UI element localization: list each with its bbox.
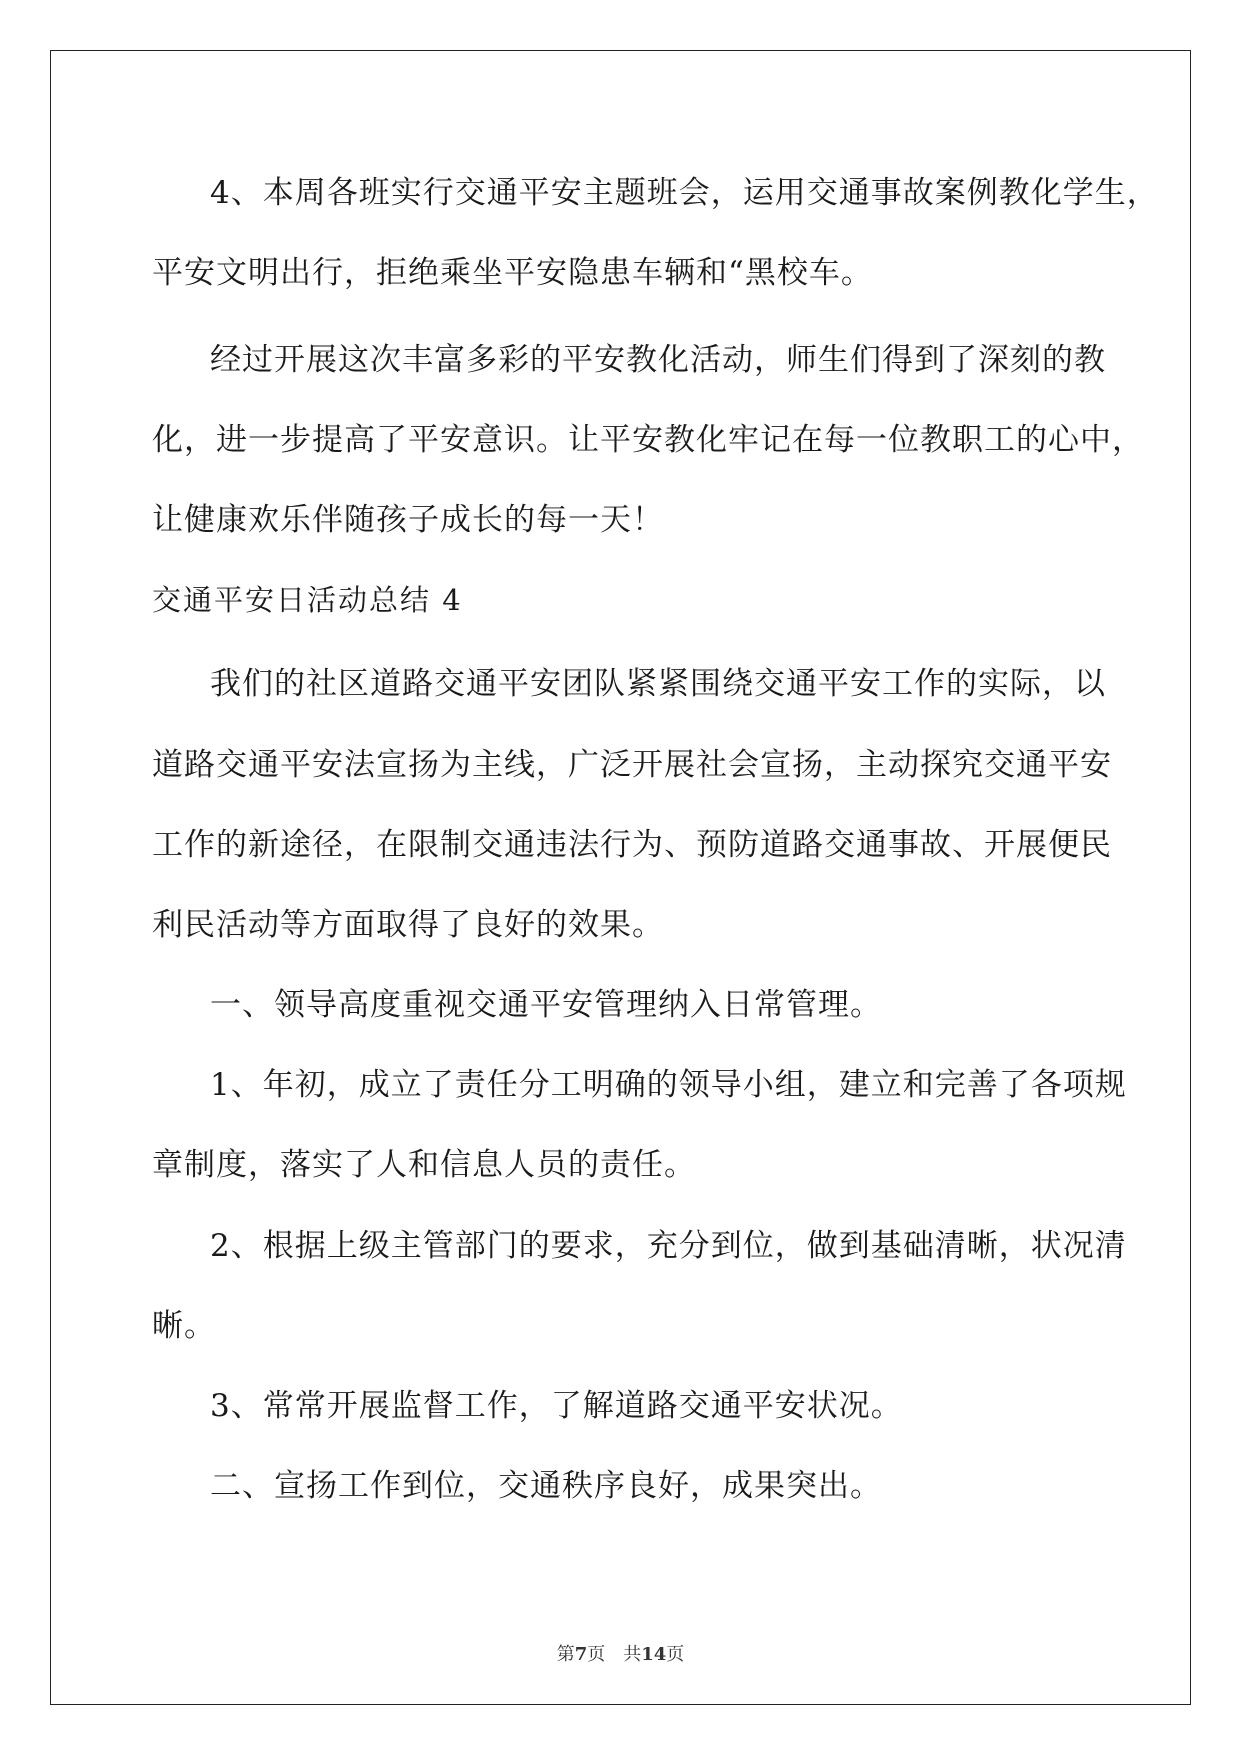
paragraph-line: 经过开展这次丰富多彩的平安教化活动，师生们得到了深刻的教 bbox=[210, 342, 1106, 378]
paragraph-line: 道路交通平安法宣扬为主线，广泛开展社会宣扬，主动探究交通平安 bbox=[152, 747, 1112, 783]
total-prefix: 共 bbox=[623, 1644, 642, 1665]
list-heading: 二、宣扬工作到位，交通秩序良好，成果突出。 bbox=[210, 1468, 882, 1504]
page-prefix: 第 bbox=[556, 1644, 575, 1665]
list-item-continuation: 章制度，落实了人和信息人员的责任。 bbox=[152, 1147, 696, 1183]
paragraph-line: 平安文明出行，拒绝乘坐平安隐患车辆和“黑校车。 bbox=[152, 255, 873, 291]
paragraph-line: 让健康欢乐伴随孩子成长的每一天！ bbox=[152, 502, 664, 538]
page-suffix: 页 bbox=[587, 1644, 606, 1665]
paragraph-line: 4、本周各班实行交通平安主题班会，运用交通事故案例教化学生， bbox=[210, 175, 1159, 211]
total-pages: 14 bbox=[641, 1644, 667, 1665]
page-footer bbox=[0, 1643, 1241, 1667]
list-item: 3、常常开展监督工作，了解道路交通平安状况。 bbox=[210, 1388, 903, 1424]
list-heading: 一、领导高度重视交通平安管理纳入日常管理。 bbox=[210, 987, 882, 1023]
page-number: 7 bbox=[574, 1644, 588, 1665]
paragraph-line: 工作的新途径，在限制交通违法行为、预防道路交通事故、开展便民 bbox=[152, 827, 1112, 863]
paragraph-line: 我们的社区道路交通平安团队紧紧围绕交通平安工作的实际，以 bbox=[210, 666, 1106, 702]
total-suffix: 页 bbox=[666, 1644, 685, 1665]
list-item: 2、根据上级主管部门的要求，充分到位，做到基础清晰，状况清 bbox=[210, 1228, 1127, 1264]
list-item: 1、年初，成立了责任分工明确的领导小组，建立和完善了各项规 bbox=[210, 1067, 1127, 1103]
list-item-continuation: 晰。 bbox=[152, 1308, 216, 1344]
section-heading: 交通平安日活动总结 4 bbox=[152, 583, 463, 617]
paragraph-line: 利民活动等方面取得了良好的效果。 bbox=[152, 907, 664, 943]
paragraph-line: 化，进一步提高了平安意识。让平安教化牢记在每一位教职工的心中， bbox=[152, 422, 1144, 458]
page-border bbox=[50, 50, 1191, 1705]
